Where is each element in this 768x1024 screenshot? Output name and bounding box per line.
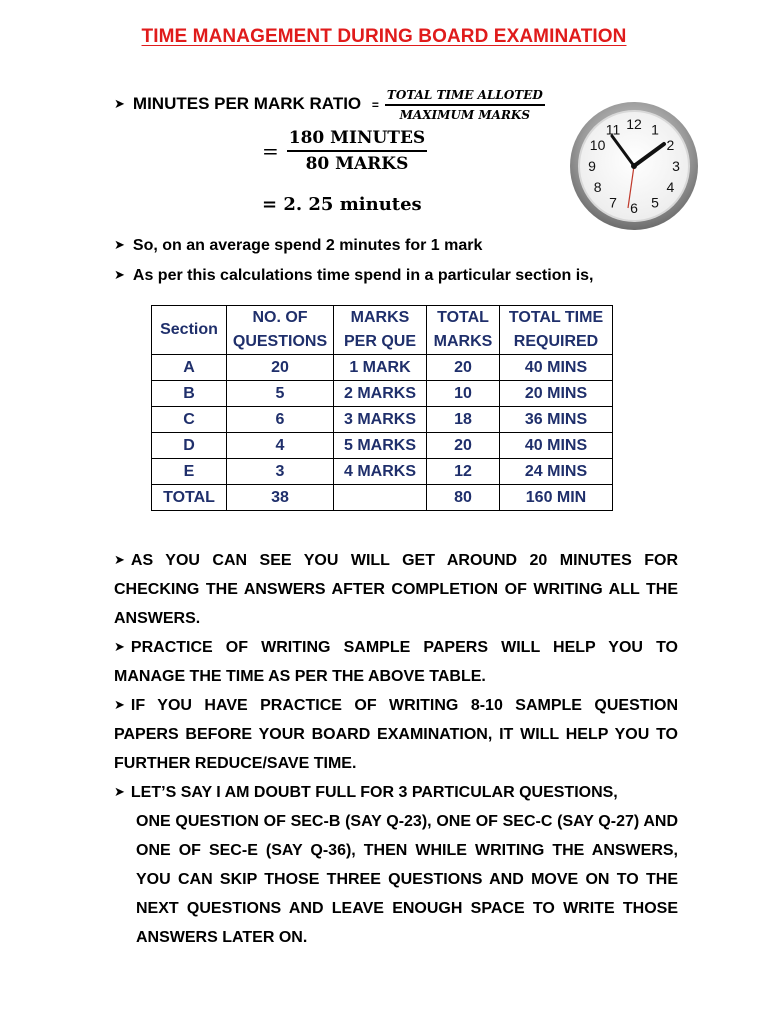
clock-numeral: 7 [609, 194, 617, 211]
step2-fraction [287, 128, 427, 174]
header-marks-per-que: MARKS PER QUE [334, 306, 427, 355]
clock-numeral: 6 [630, 200, 638, 216]
table-header-row [152, 306, 613, 355]
clock-numeral: 2 [666, 137, 675, 153]
step2-equals: = [262, 138, 279, 163]
paragraph-sample-papers: ➤ IF YOU HAVE PRACTICE OF WRITING 8-10 SAMPLE QUESTION PAPERS BEFORE YOUR BOARD EXAMINATION, IT WILL HELP YOU TO FURTHER REDUCE/SAVE TIME. [114, 691, 678, 778]
bullet-average: ➤ So, on an average spend 2 minutes for 1 mark [114, 237, 483, 254]
paragraph-doubtful-detail: ONE QUESTION OF SEC-B (SAY Q-23), ONE OF SEC-C (SAY Q-27) AND ONE OF SEC-E (SAY Q-36), THEN WHILE WRITING THE ANSWERS, YOU CAN SKIP THOSE THREE QUESTIONS AND MOVE ON TO THE NEXT QUESTIONS AND LEAVE ENOUGH SPACE TO WRITE THOSE ANSWERS LATER ON. [136, 813, 678, 946]
table-row: A 20 1 MARK 20 40 MINS [152, 355, 613, 381]
clock-numeral: 8 [593, 179, 602, 195]
ratio-equals: = [371, 97, 379, 112]
clock-numeral: 4 [666, 179, 675, 195]
paragraph-doubtful: ➤ LET’S SAY I AM DOUBT FULL FOR 3 PARTICULAR QUESTIONS, ONE QUESTION OF SEC-B (SAY Q-23), ONE OF SEC-C (SAY Q-27) AND ONE OF SEC-E (SAY Q-36), THEN WHILE WRITING THE ANSWERS, YOU CAN SKIP THOSE THREE QUESTIONS AND MOVE ON TO THE NEXT QUESTIONS AND LEAVE ENOUGH SPACE TO WRITE THOSE ANSWERS LATER ON. [114, 778, 678, 952]
clock-numeral: 10 [589, 137, 606, 153]
step2-denominator: 80 MARKS [305, 153, 409, 174]
arrow-bullet-icon: ➤ [114, 237, 125, 252]
table-total-row: TOTAL 38 80 160 MIN [152, 485, 613, 511]
ratio-label: MINUTES PER MARK RATIO [132, 94, 362, 114]
ratio-numerator: TOTAL TIME ALLOTED [386, 88, 543, 102]
paragraph-checking: ➤ AS YOU CAN SEE YOU WILL GET AROUND 20 MINUTES FOR CHECKING THE ANSWERS AFTER COMPLETION OF WRITING ALL THE ANSWERS. [114, 546, 678, 633]
table-row: B 5 2 MARKS 10 20 MINS [152, 381, 613, 407]
bullet-section: ➤ As per this calculations time spend in a particular section is, [114, 267, 594, 284]
page-title: TIME MANAGEMENT DURING BOARD EXAMINATION [141, 26, 627, 47]
clock-numeral: 9 [588, 158, 596, 174]
arrow-bullet-icon: ➤ [114, 639, 125, 654]
arrow-bullet-icon: ➤ [114, 697, 125, 712]
arrow-bullet-icon: ➤ [114, 96, 125, 112]
clock-numeral: 5 [651, 194, 659, 211]
clock-numeral: 1 [651, 121, 659, 138]
clock-numeral: 12 [626, 116, 642, 132]
arrow-bullet-icon: ➤ [114, 267, 125, 282]
step2-numerator: 180 MINUTES [288, 128, 426, 148]
ratio-denominator: MAXIMUM MARKS [399, 107, 531, 122]
ratio-fraction [385, 88, 545, 122]
header-total-marks: TOTAL MARKS [427, 306, 500, 355]
table-row: D 4 5 MARKS 20 40 MINS [152, 433, 613, 459]
table-row: C 6 3 MARKS 18 36 MINS [152, 407, 613, 433]
header-questions: NO. OF QUESTIONS [227, 306, 334, 355]
wall-clock-icon [568, 100, 700, 237]
arrow-bullet-icon: ➤ [114, 552, 125, 567]
ratio-step3: = 2. 25 minutes [262, 194, 422, 215]
header-total-time: TOTAL TIME REQUIRED [500, 306, 613, 355]
paragraph-practice: ➤ PRACTICE OF WRITING SAMPLE PAPERS WILL HELP YOU TO MANAGE THE TIME AS PER THE ABOVE TABLE. [114, 633, 678, 691]
arrow-bullet-icon: ➤ [114, 784, 125, 799]
table-row: E 3 4 MARKS 12 24 MINS [152, 459, 613, 485]
clock-numeral: 3 [672, 158, 680, 174]
ratio-step2 [262, 128, 427, 174]
clock-numeral: 11 [605, 121, 621, 138]
time-table [151, 305, 613, 511]
header-section: Section [152, 306, 227, 355]
ratio-line [114, 88, 545, 122]
